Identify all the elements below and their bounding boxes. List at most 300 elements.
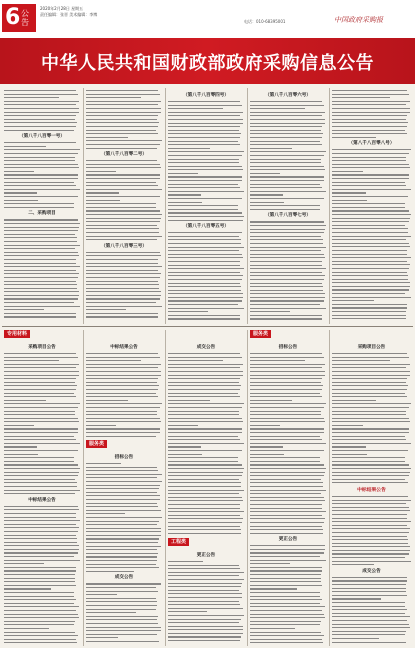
text-line <box>4 171 34 172</box>
text-line <box>250 464 324 465</box>
text-line <box>250 450 324 451</box>
text-line <box>86 385 159 386</box>
text-line <box>168 257 243 258</box>
text-line <box>4 112 79 113</box>
text-line <box>250 133 323 134</box>
text-line <box>4 164 78 165</box>
text-line <box>86 126 158 127</box>
text-line <box>86 119 157 120</box>
text-line <box>250 257 325 258</box>
text-line <box>86 485 160 486</box>
text-line <box>4 457 74 458</box>
text-line <box>86 277 160 278</box>
text-line <box>250 574 321 575</box>
text-line <box>332 403 411 404</box>
text-line <box>168 137 240 138</box>
text-line <box>4 403 80 404</box>
category-tag: 工程类 <box>168 538 189 546</box>
text-line <box>4 570 76 571</box>
column-rule <box>247 330 248 646</box>
text-line <box>250 628 295 629</box>
text-line <box>332 203 405 204</box>
text-line <box>86 178 160 179</box>
text-line <box>250 202 284 203</box>
text-line <box>250 529 323 530</box>
text-line <box>4 263 76 264</box>
text-line <box>250 461 320 462</box>
notice-heading: 成交公告 <box>362 568 381 574</box>
text-line <box>168 626 243 627</box>
text-line <box>168 418 242 419</box>
text-line <box>250 378 322 379</box>
text-line <box>332 638 379 639</box>
text-line <box>332 357 409 358</box>
text-line <box>86 605 157 606</box>
text-line <box>168 159 239 160</box>
text-line <box>332 221 409 222</box>
text-line <box>4 509 79 510</box>
text-line <box>4 192 37 193</box>
text-line <box>250 283 322 284</box>
text-line <box>168 169 243 170</box>
text-line <box>86 316 158 317</box>
text-line <box>250 500 325 501</box>
upper-column-1 <box>4 90 80 322</box>
text-line <box>250 563 290 564</box>
text-line <box>332 174 409 175</box>
text-line <box>4 493 75 494</box>
text-line <box>4 425 34 426</box>
text-line <box>250 533 323 534</box>
text-line <box>332 214 411 215</box>
text-line <box>86 263 158 264</box>
text-line <box>250 556 320 557</box>
text-line <box>250 468 326 469</box>
text-line <box>332 418 409 419</box>
text-line <box>250 418 324 419</box>
text-line <box>250 382 321 383</box>
text-line <box>168 615 244 616</box>
text-line <box>4 475 78 476</box>
text-line <box>250 385 323 386</box>
text-line <box>168 353 240 354</box>
text-line <box>332 207 405 208</box>
text-line <box>4 252 78 253</box>
text-line <box>250 624 320 625</box>
text-line <box>332 439 406 440</box>
text-line <box>250 526 322 527</box>
text-line <box>250 191 326 192</box>
text-line <box>4 104 76 105</box>
text-line <box>4 599 76 600</box>
text-line <box>168 112 243 113</box>
text-line <box>4 436 74 437</box>
text-line <box>86 612 136 613</box>
text-line <box>86 112 161 113</box>
text-line <box>250 243 323 244</box>
text-line <box>332 375 410 376</box>
text-line <box>4 298 78 299</box>
notice-heading: （第八千八百零四号） <box>183 93 229 98</box>
text-line <box>332 97 390 98</box>
text-line <box>168 318 240 319</box>
text-line <box>86 130 156 131</box>
text-line <box>250 486 323 487</box>
text-line <box>168 611 207 612</box>
text-line <box>86 470 158 471</box>
text-line <box>168 304 238 305</box>
text-line <box>332 185 406 186</box>
text-line <box>4 560 80 561</box>
text-line <box>168 561 203 562</box>
text-line <box>332 257 411 258</box>
text-line <box>86 538 159 539</box>
text-line <box>4 357 78 358</box>
text-line <box>86 97 141 98</box>
editor-line: 责任编辑：张晋 美术编辑：李博 <box>40 12 98 17</box>
text-line <box>332 602 405 603</box>
text-line <box>86 492 157 493</box>
text-line <box>4 581 75 582</box>
text-line <box>332 232 408 233</box>
text-line <box>168 475 242 476</box>
text-line <box>250 194 283 195</box>
text-line <box>86 137 128 138</box>
text-line <box>250 642 323 643</box>
text-line <box>4 486 77 487</box>
text-line <box>4 578 75 579</box>
title-banner <box>0 38 415 84</box>
text-line <box>86 488 159 489</box>
text-line <box>4 454 38 455</box>
text-line <box>332 300 374 301</box>
text-line <box>332 389 407 390</box>
text-line <box>168 568 240 569</box>
text-line <box>332 543 408 544</box>
text-line <box>168 472 243 473</box>
text-line <box>4 382 75 383</box>
text-line <box>168 486 241 487</box>
text-line <box>332 521 411 522</box>
text-line <box>250 247 326 248</box>
text-line <box>332 624 409 625</box>
text-line <box>332 606 405 607</box>
text-line <box>86 221 160 222</box>
text-line <box>168 144 240 145</box>
text-line <box>332 371 410 372</box>
text-line <box>86 302 156 303</box>
text-line <box>4 316 76 317</box>
text-line <box>250 515 322 516</box>
text-line <box>332 149 411 150</box>
text-line <box>4 407 78 408</box>
text-line <box>4 230 78 231</box>
text-line <box>86 524 157 525</box>
text-line <box>250 360 305 361</box>
text-line <box>250 493 321 494</box>
text-line <box>4 639 76 640</box>
text-line <box>4 353 76 354</box>
text-line <box>250 254 324 255</box>
text-line <box>4 396 76 397</box>
text-line <box>250 588 297 589</box>
text-line <box>332 503 406 504</box>
text-line <box>86 598 156 599</box>
text-line <box>250 617 325 618</box>
text-line <box>168 446 201 447</box>
text-line <box>250 225 326 226</box>
text-line <box>168 265 240 266</box>
text-line <box>168 421 243 422</box>
text-line <box>332 160 406 161</box>
text-line <box>250 187 322 188</box>
text-line <box>86 531 161 532</box>
text-line <box>168 414 239 415</box>
text-line <box>168 633 243 634</box>
text-line <box>332 304 407 305</box>
text-line <box>168 407 242 408</box>
text-line <box>332 133 407 134</box>
text-line <box>4 443 80 444</box>
text-line <box>4 122 77 123</box>
column-rule <box>165 88 166 324</box>
text-line <box>332 414 406 415</box>
banner-title: 中华人民共和国财政部政府采购信息公告 <box>41 53 374 74</box>
text-line <box>332 289 409 290</box>
text-line <box>86 101 161 102</box>
text-line <box>168 300 242 301</box>
text-line <box>332 616 410 617</box>
text-line <box>168 579 244 580</box>
column-rule <box>165 330 166 646</box>
text-line <box>86 378 158 379</box>
text-line <box>168 640 240 641</box>
text-line <box>250 300 324 301</box>
text-line <box>332 454 367 455</box>
text-line <box>86 306 162 307</box>
text-line <box>168 216 244 217</box>
text-line <box>250 221 324 222</box>
text-line <box>250 407 324 408</box>
text-line <box>332 479 405 480</box>
text-line <box>4 389 76 390</box>
text-line <box>332 90 407 91</box>
text-line <box>168 308 244 309</box>
text-line <box>250 108 305 109</box>
text-line <box>332 130 405 131</box>
text-line <box>86 252 160 253</box>
text-line <box>332 468 411 469</box>
text-line <box>168 454 202 455</box>
text-line <box>4 614 78 615</box>
text-line <box>250 173 280 174</box>
text-line <box>86 281 158 282</box>
text-line <box>250 101 322 102</box>
text-line <box>4 207 74 208</box>
text-line <box>168 529 241 530</box>
text-line <box>4 472 79 473</box>
text-line <box>332 500 411 501</box>
text-line <box>250 126 322 127</box>
text-line <box>86 594 117 595</box>
text-line <box>332 157 406 158</box>
text-line <box>250 176 324 177</box>
text-line <box>86 203 156 204</box>
text-line <box>4 632 75 633</box>
text-line <box>332 584 406 585</box>
text-line <box>4 248 75 249</box>
text-line <box>168 250 239 251</box>
text-line <box>86 528 161 529</box>
text-line <box>250 446 283 447</box>
text-line <box>86 641 159 642</box>
text-line <box>86 623 158 624</box>
text-line <box>86 236 162 237</box>
text-line <box>250 475 324 476</box>
text-line <box>4 364 79 365</box>
text-line <box>86 535 161 536</box>
text-line <box>168 272 240 273</box>
text-line <box>250 367 322 368</box>
text-line <box>86 185 158 186</box>
text-line <box>168 504 240 505</box>
text-line <box>250 511 326 512</box>
text-line <box>168 378 240 379</box>
text-line <box>168 393 238 394</box>
text-line <box>332 367 406 368</box>
text-line <box>4 524 76 525</box>
text-line <box>168 367 240 368</box>
text-line <box>86 389 158 390</box>
text-line <box>86 273 161 274</box>
notice-heading: （第八千八百零八号） <box>348 141 395 147</box>
text-line <box>250 272 322 273</box>
text-line <box>4 178 78 179</box>
text-line <box>86 196 160 197</box>
text-line <box>86 189 162 190</box>
text-line <box>250 304 320 305</box>
text-line <box>4 531 78 532</box>
text-line <box>332 536 407 537</box>
text-line <box>4 624 74 625</box>
text-line <box>332 318 406 319</box>
text-line <box>332 609 407 610</box>
text-line <box>4 464 78 465</box>
text-line <box>86 210 160 211</box>
text-line <box>86 115 158 116</box>
text-line <box>4 606 79 607</box>
text-line <box>250 229 325 230</box>
text-line <box>168 209 238 210</box>
text-line <box>332 286 410 287</box>
text-line <box>332 525 407 526</box>
text-line <box>4 302 74 303</box>
text-line <box>168 464 242 465</box>
text-line <box>4 542 77 543</box>
text-line <box>250 144 322 145</box>
text-line <box>4 535 76 536</box>
text-line <box>4 428 78 429</box>
text-line <box>332 225 405 226</box>
text-line <box>86 259 158 260</box>
text-line <box>4 237 77 238</box>
text-line <box>250 130 321 131</box>
text-line <box>86 418 160 419</box>
text-line <box>86 425 116 426</box>
notice-heading: （第八千八百零七号） <box>265 213 311 219</box>
text-line <box>250 428 324 429</box>
text-line <box>86 148 157 149</box>
page-number-badge <box>2 4 36 32</box>
text-line <box>250 639 322 640</box>
text-line <box>332 421 410 422</box>
text-line <box>86 393 156 394</box>
text-line <box>4 635 78 636</box>
text-line <box>86 587 156 588</box>
text-line <box>4 520 80 521</box>
section-rule <box>2 326 413 327</box>
text-line <box>168 202 202 203</box>
text-line <box>4 371 79 372</box>
text-line <box>250 315 322 316</box>
text-line <box>4 432 78 433</box>
text-line <box>86 627 161 628</box>
text-line <box>332 307 407 308</box>
text-line <box>4 556 74 557</box>
text-line <box>4 223 80 224</box>
text-line <box>250 115 322 116</box>
text-line <box>332 200 367 201</box>
text-line <box>168 173 198 174</box>
text-line <box>250 293 325 294</box>
text-line <box>168 593 242 594</box>
text-line <box>250 436 320 437</box>
text-line <box>168 385 241 386</box>
text-line <box>332 94 409 95</box>
text-line <box>332 137 376 138</box>
text-line <box>4 160 75 161</box>
text-line <box>4 421 79 422</box>
text-line <box>4 549 79 550</box>
text-line <box>168 155 242 156</box>
text-line <box>168 279 242 280</box>
text-line <box>250 482 323 483</box>
text-line <box>4 603 74 604</box>
text-line <box>168 123 243 124</box>
text-line <box>168 443 244 444</box>
text-line <box>4 245 80 246</box>
text-line <box>168 243 241 244</box>
text-line <box>4 461 74 462</box>
text-line <box>168 220 243 221</box>
upper-column-5 <box>332 90 411 322</box>
text-line <box>86 255 161 256</box>
text-line <box>4 182 74 183</box>
text-line <box>168 101 240 102</box>
text-line <box>332 518 407 519</box>
text-line <box>250 166 324 167</box>
text-line <box>86 360 141 361</box>
lower-column-3a <box>168 342 244 534</box>
text-line <box>168 141 238 142</box>
text-line <box>168 176 242 177</box>
text-line <box>4 482 77 483</box>
column-rule <box>247 88 248 324</box>
text-line <box>4 284 77 285</box>
text-line <box>332 112 410 113</box>
upper-column-2 <box>86 90 162 322</box>
text-line <box>86 521 159 522</box>
